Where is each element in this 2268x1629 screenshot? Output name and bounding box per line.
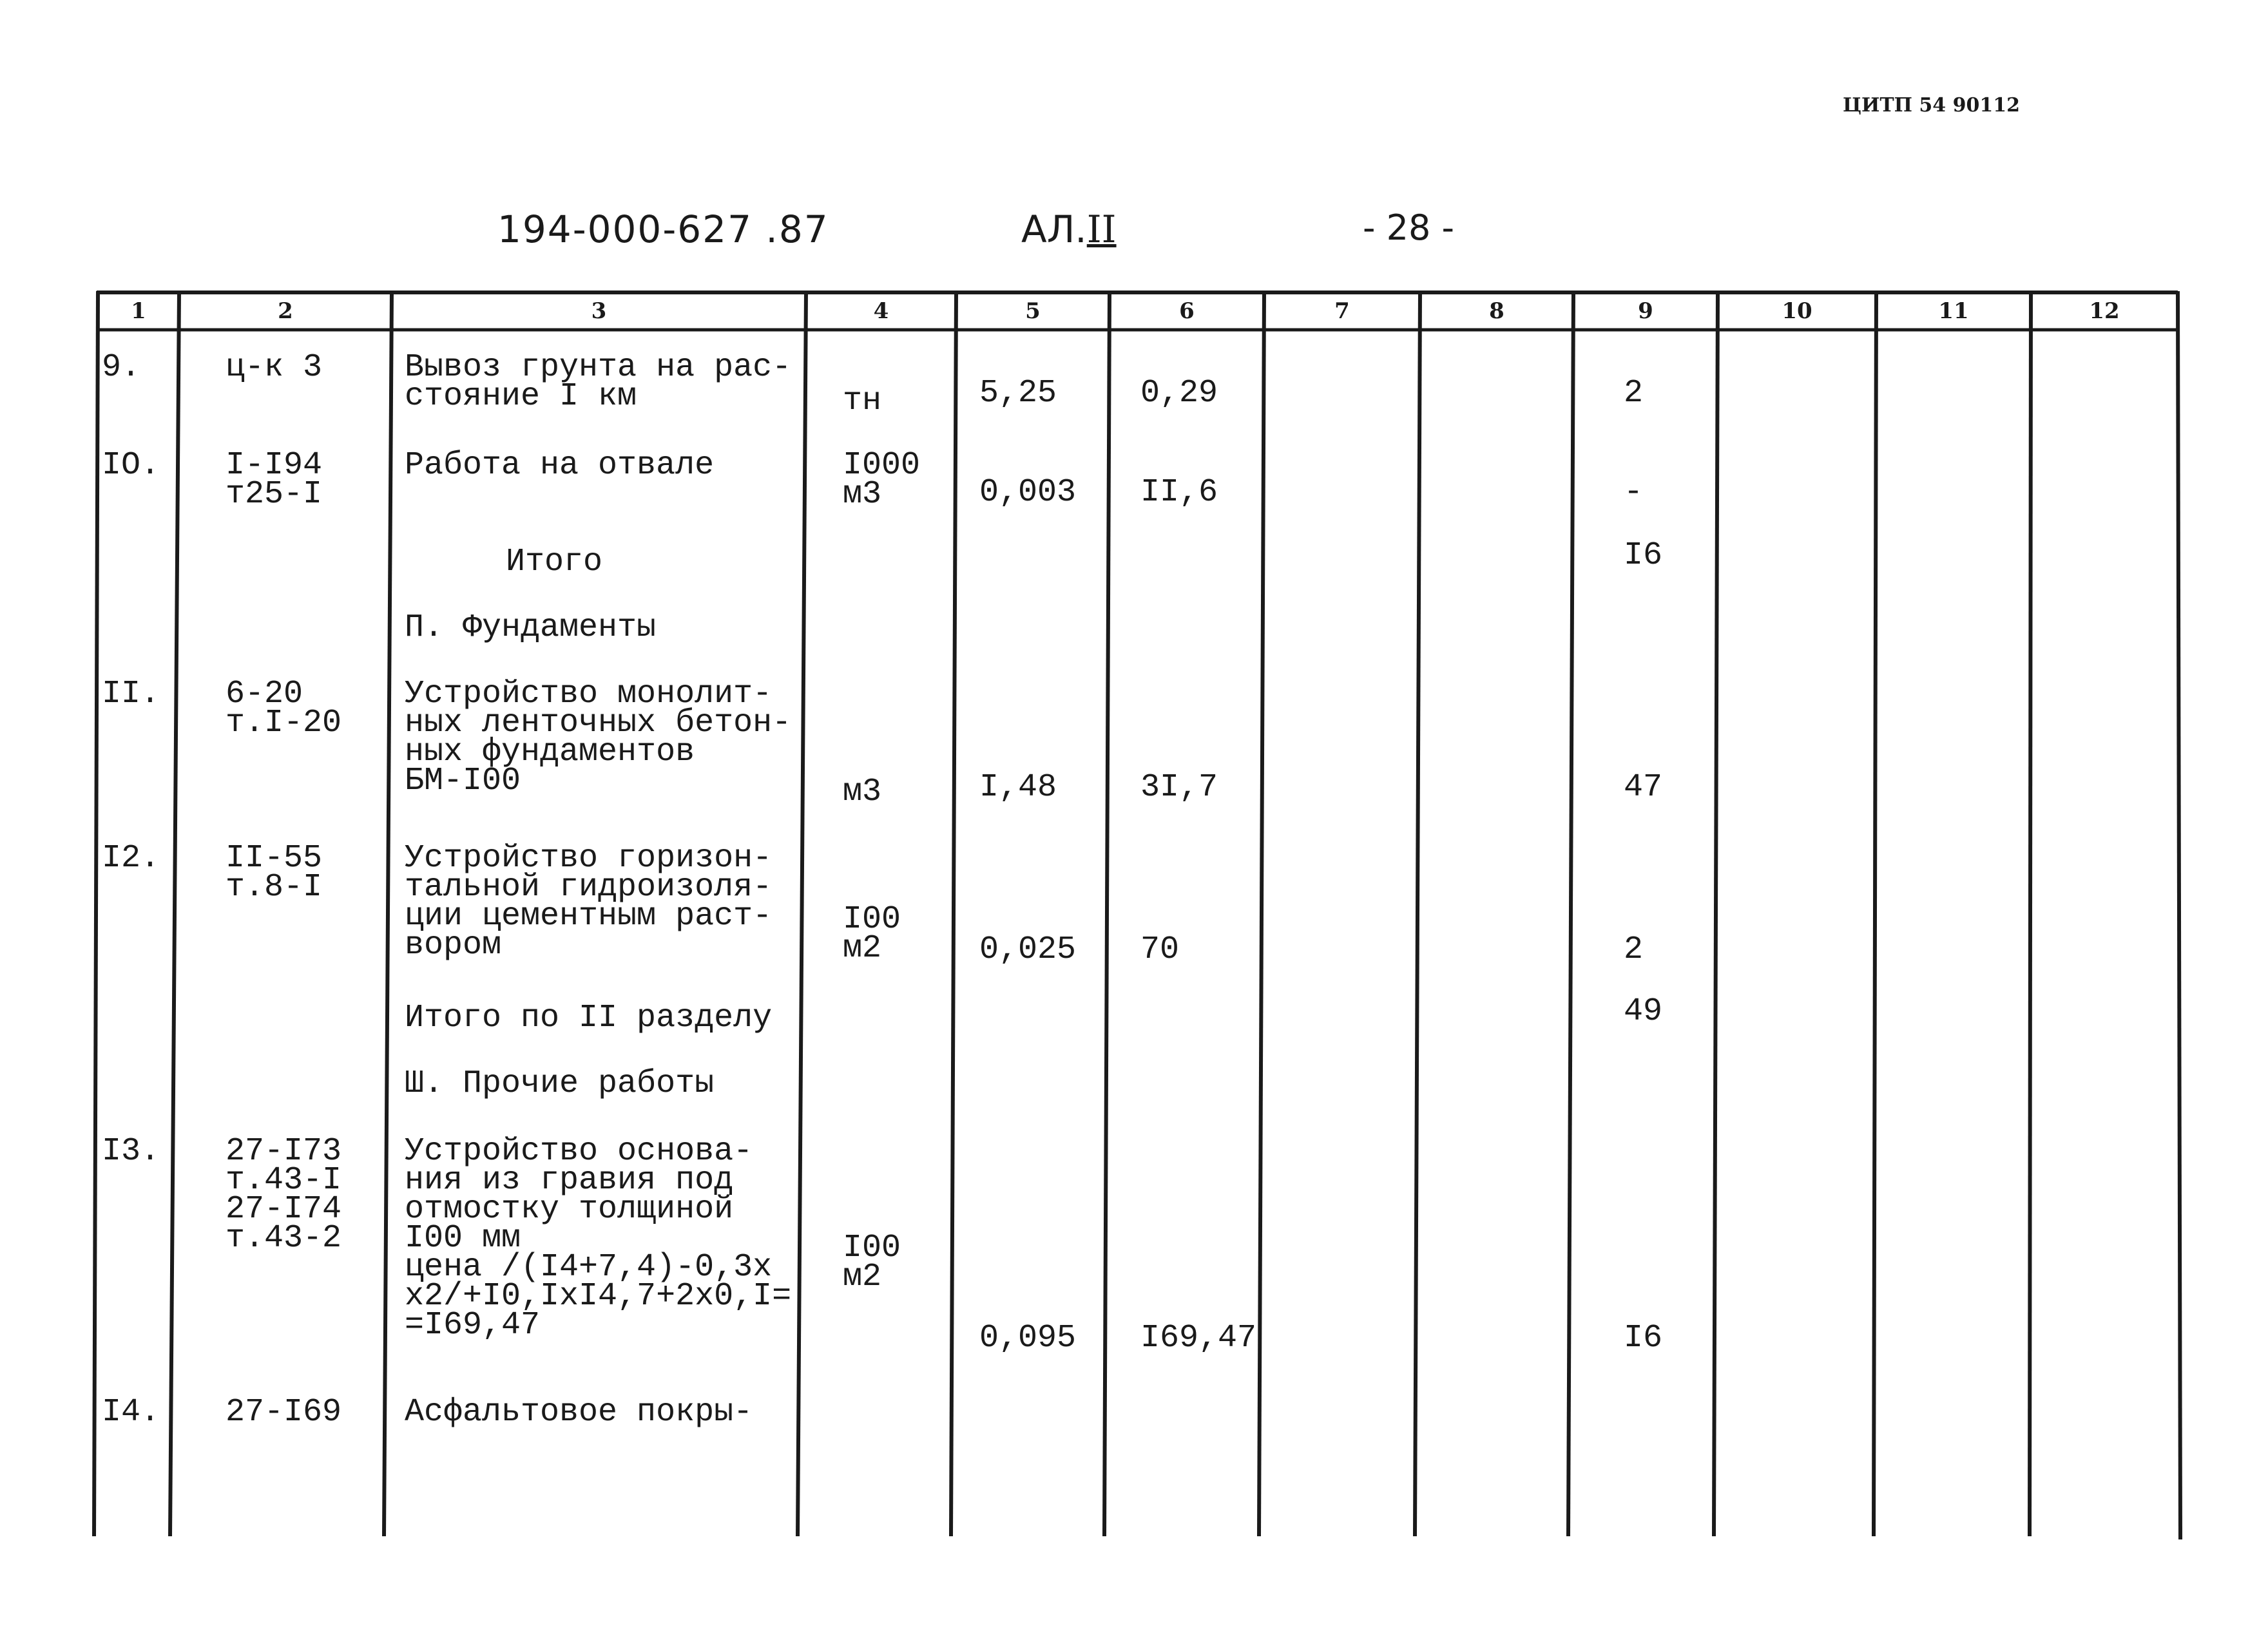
col-header-10: 10 [1782,298,1812,324]
col-border-1 [170,291,179,1536]
section-heading: П. Фундаменты [405,609,657,646]
row-number: IO. [102,447,160,484]
row-number: I2. [102,840,160,877]
row-number: I4. [102,1394,160,1431]
work-description: Работа на отвале [405,447,715,484]
work-description: Устройство горизон- тальной гидроизоля- ции цементным раст- вором [405,840,773,964]
work-description: Устройство монолит- ных ленточных бетон- ных фундаментов БМ-I00 [405,676,792,799]
subtotal-label: Итого [506,544,603,580]
rate-code: I-I94 т25-I [226,447,323,513]
total-cost: - [1624,474,1644,511]
col-header-7: 7 [1334,298,1350,324]
unit: I000 м3 [843,447,921,513]
rate-code: 27-I73 т.43-I 27-I74 т.43-2 [226,1133,342,1257]
col-border-2 [384,291,392,1536]
col-border-10 [1874,291,1876,1536]
col-border-9 [1714,291,1718,1536]
rate-code: II-55 т.8-I [226,840,323,906]
total-cost: I6 [1624,1320,1663,1357]
work-description: Асфальтовое покры- [405,1394,753,1431]
unit-price: 0,29 [1140,375,1218,412]
section-heading: Ш. Прочие работы [405,1065,715,1102]
sheet-letter: Л. [1046,207,1087,251]
col-header-11: 11 [1938,298,1969,324]
quantity: 0,095 [979,1320,1077,1357]
col-border-4 [951,291,956,1536]
col-border-6 [1259,291,1264,1536]
unit: I00 м2 [843,1230,901,1295]
col-header-6: 6 [1179,298,1195,324]
unit-price: I69,47 [1140,1320,1257,1357]
rate-code: 27-I69 [226,1394,342,1431]
row-number: II. [102,676,160,712]
work-description: Устройство основа- ния из гравия под отмостку толщиной I00 мм цена /(I4+7,4)-0,3х х2/+I0,IхI4,7+2х0,I= =I69,47 [405,1133,792,1344]
unit: м3 [843,774,882,810]
row-number: I3. [102,1133,160,1170]
col-header-9: 9 [1638,298,1653,324]
section-subtotal-label: Итого по II разделу [405,1000,773,1036]
unit-price: 70 [1140,931,1180,968]
quantity: 0,003 [979,474,1077,511]
col-border-8 [1568,291,1573,1536]
unit: I00 м2 [843,901,901,967]
unit: тн [843,383,882,419]
col-header-2: 2 [278,298,293,324]
col-border-5 [1104,291,1110,1536]
row-number: 9. [102,349,141,386]
col-border-0 [94,291,98,1536]
total-cost: 2 [1624,375,1644,412]
page-number: - 28 - [1363,207,1455,248]
rate-code: 6-20 т.I-20 [226,676,342,741]
col-border-12 [2178,291,2180,1539]
sheet-prefix: А [1021,207,1047,251]
quantity: 5,25 [979,375,1057,412]
rate-code: ц-к 3 [226,349,323,386]
col-header-1: 1 [131,298,146,324]
work-description: Вывоз грунта на рас- стояние I км [405,349,792,415]
total-cost: 47 [1624,769,1663,806]
section-subtotal-value: 49 [1624,993,1663,1030]
col-border-3 [798,291,806,1536]
sheet-number: II [1086,207,1117,251]
document-number: 194-000-627 .87 [497,207,829,251]
col-border-7 [1415,291,1420,1536]
col-header-12: 12 [2089,298,2120,324]
archive-stamp: ЦИТП 54 90112 [1843,94,2020,117]
total-cost: 2 [1624,931,1644,968]
col-header-8: 8 [1489,298,1504,324]
quantity: I,48 [979,769,1057,806]
col-border-11 [2030,291,2031,1536]
unit-price: 3I,7 [1140,769,1218,806]
unit-price: II,6 [1140,474,1218,511]
quantity: 0,025 [979,931,1077,968]
subtotal-value: I6 [1624,537,1663,574]
col-header-4: 4 [873,298,889,324]
col-header-5: 5 [1025,298,1041,324]
col-header-3: 3 [591,298,607,324]
